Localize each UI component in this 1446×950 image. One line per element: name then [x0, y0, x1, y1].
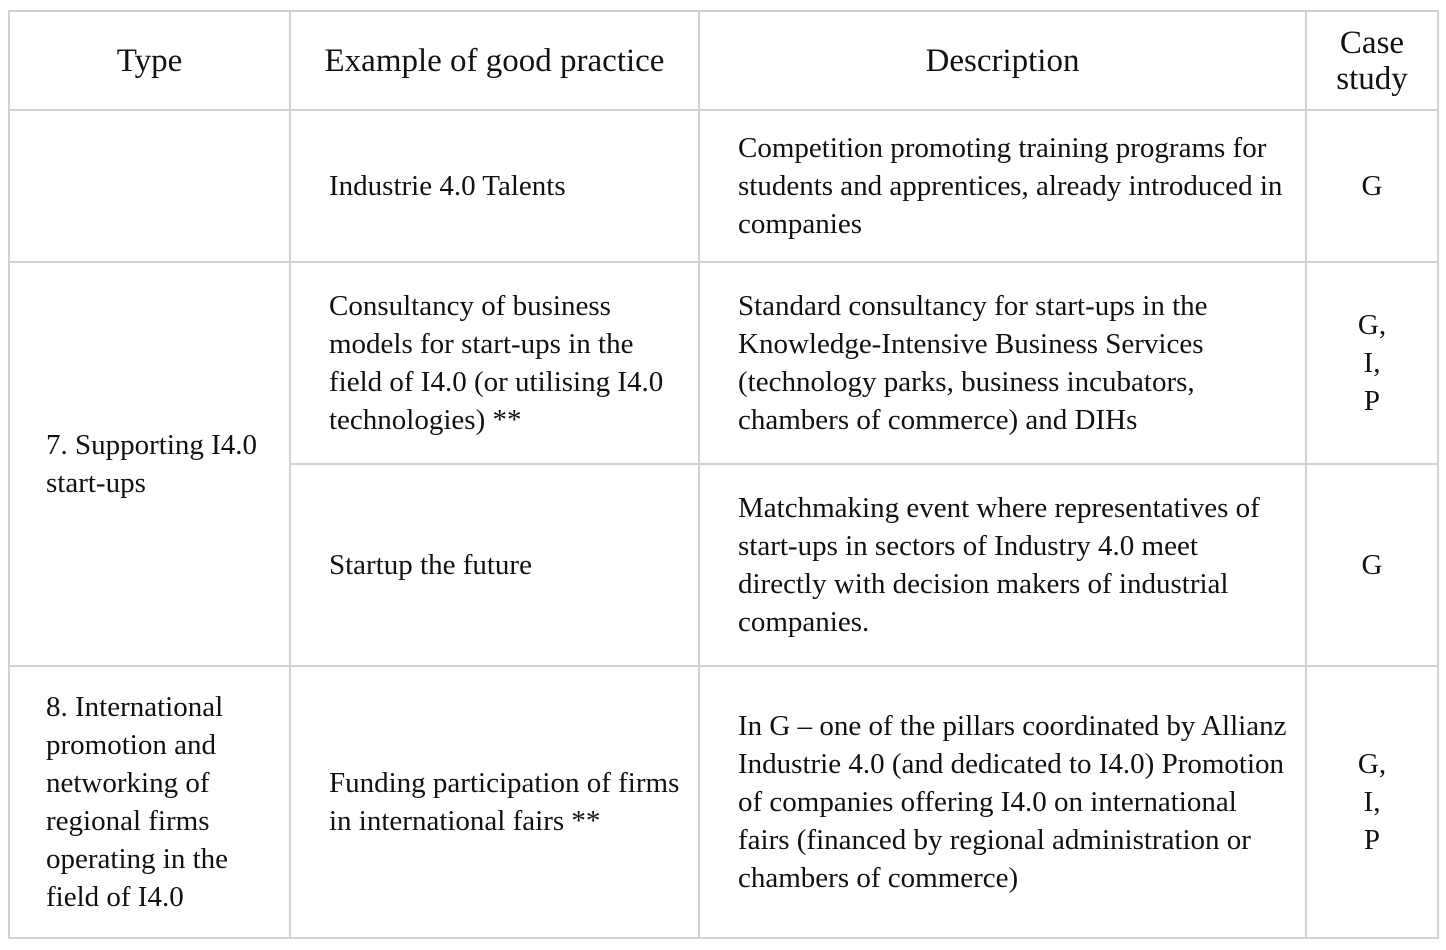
header-case-study — [1306, 11, 1438, 110]
header-case-study-line1: Case — [1339, 24, 1405, 61]
description-cell: Matchmaking event where representatives of start-ups in sectors of Industry 4.0 meet directly with decision makers of industrial companies. — [699, 464, 1306, 666]
case-study-value: P — [1363, 385, 1381, 417]
case-study-cell — [1306, 666, 1438, 938]
example-cell: Startup the future — [290, 464, 699, 666]
type-cell: 8. International promotion and networking of regional firms operating in the field of I4.0 — [9, 666, 290, 938]
table-row — [9, 110, 1438, 262]
case-study-value: G, — [1357, 748, 1387, 780]
example-cell: Funding participation of firms in international fairs ** — [290, 666, 699, 938]
table-row — [9, 666, 1438, 938]
example-cell: Industrie 4.0 Talents — [290, 110, 699, 262]
header-description: Description — [699, 11, 1306, 110]
case-study-value: G, — [1357, 309, 1387, 341]
type-cell: 7. Supporting I4.0 start-ups — [9, 262, 290, 666]
case-study-cell — [1306, 262, 1438, 464]
example-cell: Consultancy of business models for start-ups in the field of I4.0 (or utilising I4.0 technologies) ** — [290, 262, 699, 464]
case-study-value: P — [1363, 824, 1381, 856]
case-study-value: G — [1361, 549, 1383, 581]
description-cell: In G – one of the pillars coordinated by Allianz Industrie 4.0 (and dedicated to I4.0) Promotion of companies offering I4.0 on international fairs (financed by regional administration or chambers of commerce) — [699, 666, 1306, 938]
case-study-cell — [1306, 464, 1438, 666]
description-cell: Competition promoting training programs for students and apprentices, already introduced in companies — [699, 110, 1306, 262]
table-header-row — [9, 11, 1438, 110]
header-type: Type — [9, 11, 290, 110]
case-study-cell — [1306, 110, 1438, 262]
header-example: Example of good practice — [290, 11, 699, 110]
description-cell: Standard consultancy for start-ups in the Knowledge-Intensive Business Services (technology parks, business incubators, chambers of commerce) and DIHs — [699, 262, 1306, 464]
header-case-study-line2: study — [1336, 60, 1408, 97]
case-study-value: I, — [1363, 347, 1381, 379]
case-study-value: I, — [1363, 786, 1381, 818]
case-study-value: G — [1361, 170, 1383, 202]
good-practice-table — [8, 10, 1439, 939]
table-row — [9, 262, 1438, 464]
type-cell — [9, 110, 290, 262]
